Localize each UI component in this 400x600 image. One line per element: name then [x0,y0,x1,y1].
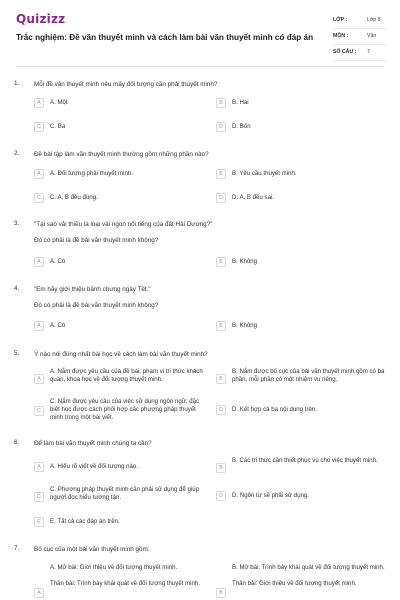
answer-option[interactable] [216,256,386,269]
option-text: C. Ba [50,123,66,130]
question-text: Ý nào nói đúng nhất bài học về cách làm bài văn thuyết minh? [34,351,208,358]
option-text: A. Một [50,99,68,106]
answer-option[interactable] [34,192,204,205]
meta-value: Lớp 8 [367,17,381,23]
question-number: 2. [14,150,20,157]
option-letter-box[interactable]: A [34,374,44,384]
answer-option[interactable] [34,320,204,333]
meta-row-subject [333,30,387,45]
answer-option[interactable] [216,578,386,600]
option-text: A. Có [50,322,66,329]
option-text: A. Đối tượng phải thuyết minh. [50,170,133,177]
meta-row-grade [333,14,387,29]
option-text: A. Hiểu rõ viết về đối tượng nào. [50,463,139,470]
question-text: Để làm bài văn thuyết minh chúng ta cần? [34,440,152,447]
meta-label: LỚP : [333,17,348,23]
question-text: "Tại sao vải thiều là loại vải ngon nổi tiếng của đất Hải Dương?" [34,221,213,228]
option-letter-box[interactable]: D [216,491,226,501]
question-text: Bố cục của một bài văn thuyết minh gồm: [34,546,150,553]
option-letter-box[interactable]: A [34,321,44,331]
option-text: C. A, B đều đúng. [50,194,98,201]
answer-option[interactable] [216,168,386,181]
option-text: A. Mở bài: Giới thiệu về đối tượng thuyết minh. [50,564,178,571]
meta-value: Văn [367,33,377,39]
option-text: A. Nắm được yêu cầu của đề bài, phạm vi tri thức khách quan, khoa học về đối tượng thuyết minh. [50,368,203,383]
answer-option[interactable] [216,562,386,575]
option-text: Thân bài: Giới thiệu về đối tượng thuyết minh. [232,580,357,587]
meta-row-count [333,46,387,61]
question-text: Đề bài tập làm văn thuyết minh thường gồm những phần nào? [34,151,209,158]
option-text: D. Bốn [232,123,251,130]
answer-option[interactable] [216,121,386,134]
option-text: B. Không [232,258,258,265]
option-letter-box[interactable]: A [34,588,44,598]
answer-option[interactable] [34,562,204,575]
option-letter-box[interactable]: B [216,588,226,598]
worksheet-title: Trắc nghiệm: Đề văn thuyết minh và cách làm bài văn thuyết minh có đáp án [16,33,314,42]
answer-option[interactable] [34,168,204,181]
meta-value: 7 [367,49,370,55]
quizizz-logo[interactable]: Quizizz [16,12,66,26]
answer-option[interactable] [216,320,386,333]
option-letter-box[interactable]: B [216,321,226,331]
meta-label: SỐ CÂU : [333,49,357,55]
meta-label: MÔN : [333,33,349,39]
option-text: B. Mở bài: Trình bày khái quát về đối tượng thuyết minh. [232,564,385,571]
option-letter-box[interactable]: B [216,98,226,108]
option-text: B. Không [232,322,258,329]
answer-option[interactable] [34,256,204,269]
worksheet-meta [333,14,387,62]
answer-option[interactable] [34,461,204,474]
answer-option[interactable] [34,578,204,600]
answer-option[interactable] [34,396,204,426]
option-letter-box[interactable]: A [34,98,44,108]
answer-option[interactable] [34,366,204,392]
option-letter-box[interactable]: D [216,122,226,132]
question-number: 7. [14,545,20,552]
option-letter-box[interactable]: C [34,492,44,502]
option-letter-box[interactable]: A [34,169,44,179]
worksheet-header [0,0,400,66]
option-letter-box[interactable]: A [34,462,44,472]
question-text: Mỗi đề văn thuyết minh nêu mấy đối tượng cần phải thuyết minh? [34,81,218,88]
question-subtext: Đó có phải là đề bài văn thuyết minh không? [34,237,159,244]
question-number: 4. [14,285,20,292]
option-text: C. Nắm được yêu cầu của việc sử dụng ngôn ngữ; đặc biệt học được cách phối hợp các phương pháp thuyết minh trong một bài viết. [50,398,200,421]
question-number: 6. [14,439,20,446]
option-text: D. A, B đều sai. [232,194,275,201]
option-letter-box[interactable]: A [34,257,44,267]
answer-option[interactable] [216,366,386,392]
option-text: D. Kết hợp cả ba nội dung trên. [232,406,317,413]
question-number: 5. [14,350,20,357]
option-letter-box[interactable]: B [216,169,226,179]
option-letter-box[interactable]: C [34,406,44,416]
option-text: A. Có [50,258,66,265]
question-text: "Em hãy giới thiệu bánh chưng ngày Tết." [34,286,151,293]
answer-option[interactable] [216,192,386,205]
option-text: E. Tất cả các đáp án trên. [50,518,120,525]
answer-option[interactable] [216,455,386,481]
option-letter-box[interactable]: D [216,405,226,415]
answer-option[interactable] [34,97,204,110]
answer-option[interactable] [34,121,204,134]
option-letter-box[interactable]: B [216,257,226,267]
option-letter-box[interactable]: B [216,374,226,384]
answer-option[interactable] [216,490,386,503]
question-subtext: Đó có phải là đề bài văn thuyết minh không? [34,302,159,309]
option-letter-box[interactable]: C [34,193,44,203]
option-text: D. Ngôn từ sẽ phải sử dụng. [232,492,309,499]
answer-option[interactable] [34,484,204,510]
option-text: B. Hai [232,99,249,106]
option-letter-box[interactable]: E [34,517,44,527]
option-letter-box[interactable]: D [216,193,226,203]
answer-option[interactable] [34,516,204,529]
option-text: B. Nắm được bố cục của bài văn thuyết minh gồm có ba phần, mỗi phần có một nhiệm vụ riêng. [232,368,385,383]
option-text: C. Phương pháp thuyết minh cần phải sử dụng để giúp người đọc hiểu tường tận. [50,486,200,501]
option-text: B. Các tri thức cần thiết phục vụ cho việc thuyết minh. [232,457,378,464]
option-text: B. Yêu cầu thuyết minh. [232,170,297,177]
answer-option[interactable] [216,97,386,110]
header-divider [16,66,384,67]
answer-option[interactable] [216,404,386,417]
option-letter-box[interactable]: B [216,463,226,473]
question-number: 1. [14,80,20,87]
option-letter-box[interactable]: C [34,122,44,132]
option-text: Thân bài: Trình bày khái quát về đối tượng thuyết minh. [50,580,201,587]
question-number: 3. [14,220,20,227]
